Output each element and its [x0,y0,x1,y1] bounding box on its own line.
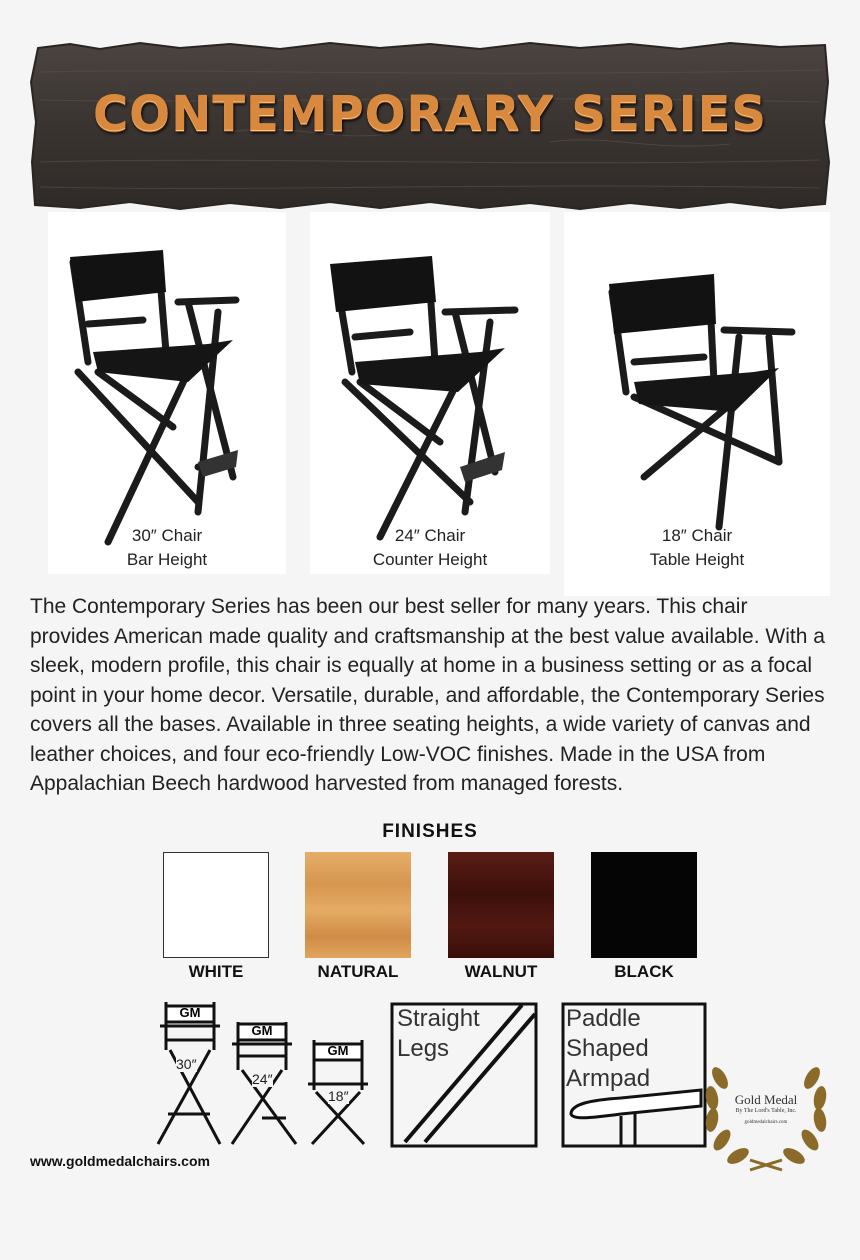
gm-label-30: GM [179,1005,201,1020]
paddle-armpad-line: Armpad [566,1065,651,1092]
chair-caption-size: 30″ Chair [131,526,203,545]
chair-caption-size: 18″ Chair [661,526,733,545]
logo-url: goldmedalchairs.com [744,1120,788,1125]
paddle-armpad-line: Paddle [566,1005,641,1032]
height-label-18: 18″ [328,1088,349,1104]
height-label-24: 24″ [252,1071,273,1087]
chair-caption-24 [310,524,550,572]
chair-caption-30 [48,524,286,572]
chair-photo-bar-height [48,212,286,574]
swatch-walnut [448,852,554,958]
gm-label-18: GM [327,1043,349,1058]
swatch-label-white: WHITE [188,962,244,981]
chair-caption-height: Bar Height [126,550,208,569]
swatch-label-natural: NATURAL [317,962,399,981]
height-label-30: 30″ [176,1056,197,1072]
chair-photo-counter-height [310,212,550,574]
bar-chair-image [48,212,286,574]
chair-caption-height: Table Height [649,550,745,569]
logo-name: Gold Medal [734,1092,798,1107]
chair-caption-18 [564,524,830,572]
gold-medal-logo [700,1048,832,1176]
swatch-white [163,852,269,958]
title-banner [30,42,830,210]
paddle-armpad-label [566,1004,650,1094]
straight-legs-label [397,1004,480,1064]
swatch-black [591,852,697,958]
chair-caption-height: Counter Height [372,550,488,569]
logo-tagline: By The Lord's Table, Inc. [735,1108,797,1114]
gm-label-24: GM [251,1023,273,1038]
series-description: The Contemporary Series has been our best seller for many years. This chair provides American made quality and craftsmanship at the best value available. With a sleek, modern profile, this chair is equally at home in a business setting or as a focal point in your home decor. Versatile, durable, and affordable, the Contemporary Series covers all the bases. Available in three seating heights, a wide variety of canvas and leather choices, and four eco-friendly Low-VOC finishes. Made in the USA from Appalachian Beech hardwood harvested from managed forests. [30,595,825,795]
swatch-label-black: BLACK [614,962,674,981]
chair-photo-table-height [564,212,830,596]
chair-caption-size: 24″ Chair [394,526,466,545]
series-title: CONTEMPORARY SERIES [93,86,767,142]
straight-legs-line: Straight [397,1005,480,1032]
finishes-heading: FINISHES [382,821,478,842]
website-url[interactable]: www.goldmedalchairs.com [30,1153,210,1169]
swatch-label-walnut: WALNUT [464,962,538,981]
straight-legs-line: Legs [397,1035,450,1062]
counter-chair-image [310,212,550,574]
paddle-armpad-line: Shaped [566,1035,649,1062]
swatch-natural [305,852,411,958]
